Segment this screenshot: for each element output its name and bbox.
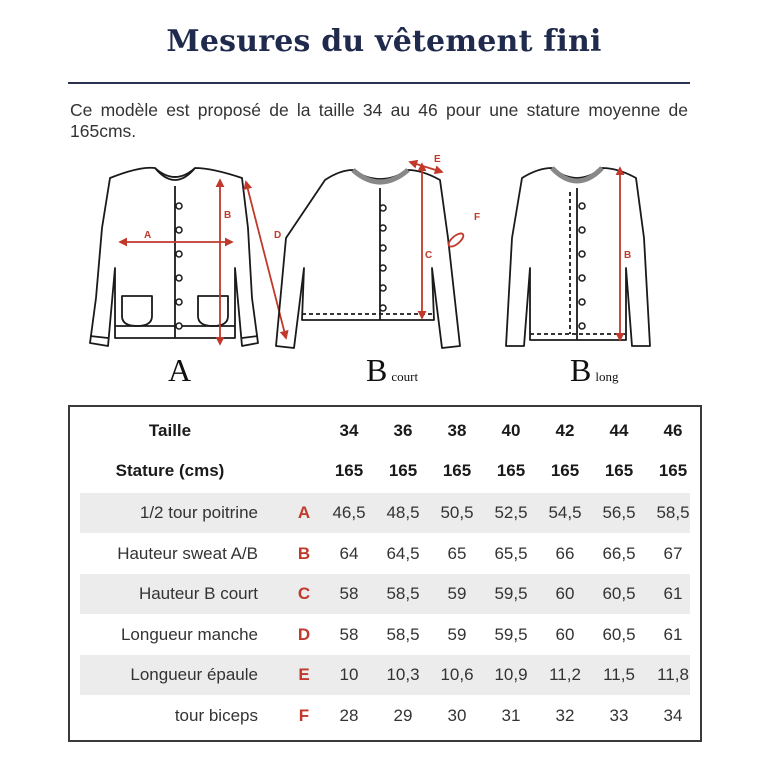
value-cell: 65 xyxy=(447,543,467,563)
value-cell: 59,5 xyxy=(494,624,528,644)
jacket-a-measures xyxy=(120,180,286,344)
view-letter: B xyxy=(570,352,592,388)
value-cell: 59 xyxy=(447,584,467,603)
jacket-a-drawing xyxy=(90,168,258,346)
page-title: Mesures du vêtement fini xyxy=(166,24,602,59)
value-cell: 10 xyxy=(339,665,359,684)
stature-cell: 165 xyxy=(442,461,472,480)
value-cell: 56,5 xyxy=(602,503,636,522)
value-cell: 31 xyxy=(501,705,521,725)
jacket-b-court-measures xyxy=(410,162,465,318)
label-c: C xyxy=(425,250,433,261)
value-cell: 29 xyxy=(393,705,413,725)
value-cell: 67 xyxy=(663,543,683,563)
jacket-a-buttons xyxy=(176,203,182,329)
size-cell: 42 xyxy=(555,421,575,440)
stature-cell: 165 xyxy=(550,461,580,480)
view-label-a xyxy=(168,352,195,389)
stature-cell: 165 xyxy=(604,461,634,480)
label-e: E xyxy=(434,154,441,165)
value-cell: 30 xyxy=(447,705,467,725)
jacket-b-long-buttons xyxy=(579,203,585,329)
intro-text: Ce modèle est proposé de la taille 34 au 46 pour une stature moyenne de 165cms. xyxy=(70,100,688,141)
value-cell: 32 xyxy=(555,705,575,725)
table-row xyxy=(80,534,690,574)
table-row xyxy=(80,655,690,695)
value-cell: 65,5 xyxy=(494,543,528,563)
value-cell: 11,2 xyxy=(549,665,581,684)
value-cell: 52,5 xyxy=(494,503,528,522)
value-cell: 10,9 xyxy=(494,665,528,684)
measure-letter: D xyxy=(297,624,311,644)
value-cell: 11,8 xyxy=(657,665,689,684)
title-divider xyxy=(68,82,690,84)
size-cell: 34 xyxy=(339,421,359,440)
value-cell: 54,5 xyxy=(548,503,582,522)
value-cell: 58,5 xyxy=(386,624,420,644)
label-b-long: B xyxy=(624,250,632,261)
view-label-b-court xyxy=(366,352,418,389)
view-suffix: long xyxy=(595,369,619,384)
size-cell: 36 xyxy=(393,421,413,440)
measure-label: Hauteur B court xyxy=(138,584,258,603)
jacket-b-court-drawing xyxy=(276,170,460,348)
measure-label: Hauteur sweat A/B xyxy=(117,543,258,563)
value-cell: 58,5 xyxy=(386,584,420,603)
size-cell: 46 xyxy=(663,421,683,440)
measure-letter: C xyxy=(297,584,311,603)
value-cell: 34 xyxy=(663,705,683,725)
value-cell: 11,5 xyxy=(603,665,635,684)
value-cell: 64,5 xyxy=(386,543,420,563)
size-table xyxy=(68,405,702,742)
value-cell: 60 xyxy=(555,584,575,603)
value-cell: 46,5 xyxy=(332,503,366,522)
measure-label: Longueur épaule xyxy=(130,665,258,684)
size-cell: 38 xyxy=(447,421,467,440)
value-cell: 66,5 xyxy=(602,543,636,563)
measure-letter: A xyxy=(297,503,311,522)
stature-cell: 165 xyxy=(334,461,364,480)
value-cell: 60,5 xyxy=(602,584,636,603)
value-cell: 48,5 xyxy=(386,503,420,522)
view-letter: A xyxy=(168,352,192,388)
header-row-taille xyxy=(80,411,690,451)
measure-label: Longueur manche xyxy=(120,624,258,644)
table-row xyxy=(80,493,690,533)
value-cell: 50,5 xyxy=(440,503,474,522)
view-suffix: court xyxy=(391,369,419,384)
measure-letter: E xyxy=(298,665,310,684)
table-row xyxy=(80,574,690,614)
header-row-stature xyxy=(80,451,690,491)
measure-label: 1/2 tour poitrine xyxy=(139,503,258,522)
value-cell: 10,3 xyxy=(386,665,420,684)
value-cell: 66 xyxy=(555,543,575,563)
value-cell: 59,5 xyxy=(494,584,528,603)
value-cell: 28 xyxy=(339,705,359,725)
value-cell: 58 xyxy=(339,624,359,644)
size-cell: 40 xyxy=(501,421,521,440)
size-cell: 44 xyxy=(609,421,629,440)
label-a: A xyxy=(144,230,152,241)
stature-cell: 165 xyxy=(496,461,526,480)
table-row xyxy=(80,696,690,736)
measure-letter: B xyxy=(297,543,311,563)
value-cell: 10,6 xyxy=(440,665,474,684)
measure-letter: F xyxy=(298,705,310,725)
view-label-b-long xyxy=(570,352,618,389)
value-cell: 59 xyxy=(447,624,467,644)
label-b: B xyxy=(224,210,232,221)
label-d: D xyxy=(274,230,282,241)
header-taille: Taille xyxy=(148,421,192,440)
value-cell: 64 xyxy=(339,543,359,563)
value-cell: 58,5 xyxy=(656,503,690,522)
value-cell: 58 xyxy=(339,584,359,603)
stature-cell: 165 xyxy=(388,461,418,480)
value-cell: 61 xyxy=(663,584,683,603)
value-cell: 60 xyxy=(555,624,575,644)
value-cell: 33 xyxy=(609,705,629,725)
table-row xyxy=(80,615,690,655)
value-cell: 61 xyxy=(663,624,683,644)
view-letter: B xyxy=(366,352,388,388)
stature-cell: 165 xyxy=(658,461,688,480)
header-stature: Stature (cms) xyxy=(115,461,225,480)
value-cell: 60,5 xyxy=(602,624,636,644)
measure-label: tour biceps xyxy=(174,705,258,725)
label-f: F xyxy=(474,212,481,223)
